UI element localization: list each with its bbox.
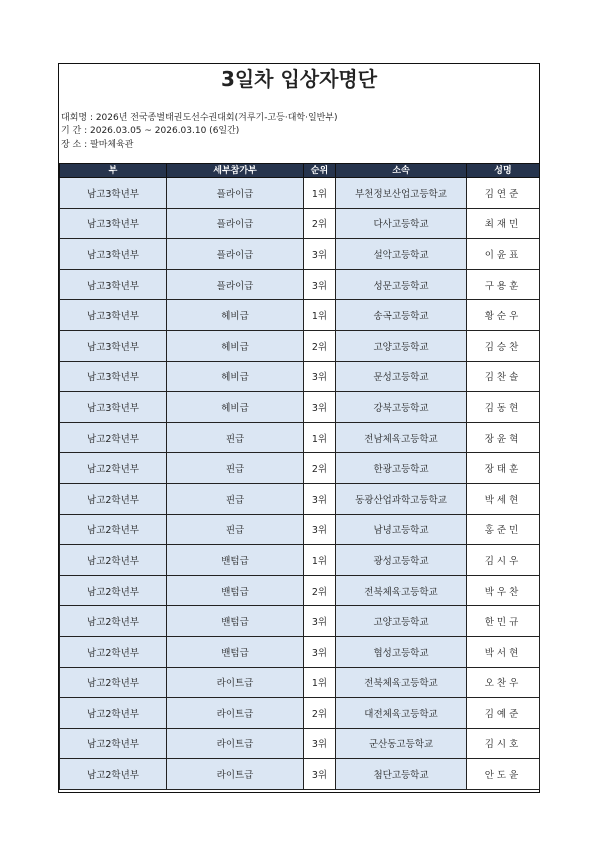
table-row: [60, 606, 540, 637]
table-row: [60, 300, 540, 331]
weight-class-cell: 라이트급: [167, 759, 304, 790]
rank-cell: 3위: [304, 759, 336, 790]
table-row: [60, 178, 540, 209]
page-title: 3일차 입상자명단: [220, 67, 378, 91]
school-cell: 전북체육고등학교: [336, 575, 467, 606]
division-cell: 남고2학년부: [60, 667, 167, 698]
school-cell: 설악고등학교: [336, 239, 467, 270]
table-row: [60, 330, 540, 361]
rank-cell: 1위: [304, 667, 336, 698]
table-header-row: [60, 164, 540, 178]
rank-cell: 3위: [304, 483, 336, 514]
athlete-name-cell: 김동현: [467, 392, 540, 423]
weight-class-cell: 핀급: [167, 483, 304, 514]
table-row: [60, 422, 540, 453]
weight-class-cell: 핀급: [167, 453, 304, 484]
division-cell: 남고3학년부: [60, 361, 167, 392]
table-row: [60, 759, 540, 790]
athlete-name-cell: 김연준: [467, 178, 540, 209]
weight-class-cell: 라이트급: [167, 698, 304, 729]
school-cell: 군산동고등학교: [336, 728, 467, 759]
athlete-name-cell: 박세현: [467, 483, 540, 514]
athlete-name-cell: 김시호: [467, 728, 540, 759]
weight-class-cell: 헤비급: [167, 330, 304, 361]
school-cell: 전남체육고등학교: [336, 422, 467, 453]
division-cell: 남고3학년부: [60, 239, 167, 270]
school-cell: 고양고등학교: [336, 330, 467, 361]
athlete-name-cell: 김찬솔: [467, 361, 540, 392]
school-cell: 동광산업과학고등학교: [336, 483, 467, 514]
division-cell: 남고2학년부: [60, 453, 167, 484]
rank-cell: 2위: [304, 575, 336, 606]
weight-class-cell: 플라이급: [167, 239, 304, 270]
rank-cell: 2위: [304, 208, 336, 239]
athlete-name-cell: 이윤표: [467, 239, 540, 270]
division-cell: 남고2학년부: [60, 545, 167, 576]
table-row: [60, 208, 540, 239]
weight-class-cell: 밴텀급: [167, 545, 304, 576]
athlete-name-cell: 장태훈: [467, 453, 540, 484]
rank-cell: 2위: [304, 330, 336, 361]
rank-cell: 1위: [304, 178, 336, 209]
rank-cell: 3위: [304, 636, 336, 667]
rank-cell: 3위: [304, 606, 336, 637]
division-cell: 남고2학년부: [60, 728, 167, 759]
school-cell: 부천정보산업고등학교: [336, 178, 467, 209]
division-cell: 남고2학년부: [60, 483, 167, 514]
division-cell: 남고2학년부: [60, 606, 167, 637]
rank-cell: 1위: [304, 300, 336, 331]
rank-cell: 3위: [304, 728, 336, 759]
school-cell: 성문고등학교: [336, 269, 467, 300]
division-cell: 남고3학년부: [60, 300, 167, 331]
weight-class-cell: 라이트급: [167, 728, 304, 759]
rank-cell: 3위: [304, 514, 336, 545]
competition-name: 대회명 : 2026년 전국종별태권도선수권대회(겨루기-고등·대학·일반부): [61, 113, 338, 123]
weight-class-cell: 헤비급: [167, 392, 304, 423]
table-row: [60, 361, 540, 392]
rank-cell: 3위: [304, 239, 336, 270]
school-cell: 협성고등학교: [336, 636, 467, 667]
school-cell: 다사고등학교: [336, 208, 467, 239]
school-cell: 첨단고등학교: [336, 759, 467, 790]
school-cell: 대전체육고등학교: [336, 698, 467, 729]
athlete-name-cell: 김예준: [467, 698, 540, 729]
rank-cell: 3위: [304, 392, 336, 423]
weight-class-cell: 플라이급: [167, 208, 304, 239]
athlete-name-cell: 박우찬: [467, 575, 540, 606]
weight-class-cell: 밴텀급: [167, 636, 304, 667]
table-row: [60, 483, 540, 514]
header-weight-class: 세부참가부: [167, 164, 304, 178]
division-cell: 남고2학년부: [60, 636, 167, 667]
division-cell: 남고3학년부: [60, 269, 167, 300]
school-cell: 남녕고등학교: [336, 514, 467, 545]
header-name: 성명: [467, 164, 540, 178]
athlete-name-cell: 장윤혁: [467, 422, 540, 453]
athlete-name-cell: 한민규: [467, 606, 540, 637]
school-cell: 강북고등학교: [336, 392, 467, 423]
competition-period: 기 간 : 2026.03.05 ~ 2026.03.10 (6일간): [61, 126, 240, 136]
rank-cell: 1위: [304, 422, 336, 453]
school-cell: 고양고등학교: [336, 606, 467, 637]
weight-class-cell: 헤비급: [167, 300, 304, 331]
weight-class-cell: 플라이급: [167, 269, 304, 300]
rank-cell: 2위: [304, 698, 336, 729]
athlete-name-cell: 황순우: [467, 300, 540, 331]
table-row: [60, 514, 540, 545]
school-cell: 한광고등학교: [336, 453, 467, 484]
table-row: [60, 636, 540, 667]
weight-class-cell: 플라이급: [167, 178, 304, 209]
rank-cell: 3위: [304, 361, 336, 392]
division-cell: 남고2학년부: [60, 514, 167, 545]
athlete-name-cell: 오찬우: [467, 667, 540, 698]
rank-cell: 2위: [304, 453, 336, 484]
table-row: [60, 269, 540, 300]
athlete-name-cell: 최재민: [467, 208, 540, 239]
division-cell: 남고2학년부: [60, 575, 167, 606]
table-row: [60, 392, 540, 423]
division-cell: 남고2학년부: [60, 698, 167, 729]
weight-class-cell: 라이트급: [167, 667, 304, 698]
header-division: 부: [60, 164, 167, 178]
table-row: [60, 698, 540, 729]
weight-class-cell: 헤비급: [167, 361, 304, 392]
table-row: [60, 453, 540, 484]
division-cell: 남고3학년부: [60, 330, 167, 361]
division-cell: 남고3학년부: [60, 178, 167, 209]
athlete-name-cell: 구용훈: [467, 269, 540, 300]
division-cell: 남고2학년부: [60, 759, 167, 790]
school-cell: 광성고등학교: [336, 545, 467, 576]
table-row: [60, 545, 540, 576]
athlete-name-cell: 안도윤: [467, 759, 540, 790]
weight-class-cell: 핀급: [167, 514, 304, 545]
school-cell: 전북체육고등학교: [336, 667, 467, 698]
athlete-name-cell: 김시우: [467, 545, 540, 576]
division-cell: 남고3학년부: [60, 392, 167, 423]
rank-cell: 3위: [304, 269, 336, 300]
competition-venue: 장 소 : 팔마체육관: [61, 140, 134, 150]
table-row: [60, 728, 540, 759]
table-row: [60, 575, 540, 606]
school-cell: 문성고등학교: [336, 361, 467, 392]
weight-class-cell: 밴텀급: [167, 575, 304, 606]
table-row: [60, 239, 540, 270]
results-sheet: [58, 63, 540, 793]
weight-class-cell: 밴텀급: [167, 606, 304, 637]
school-cell: 송곡고등학교: [336, 300, 467, 331]
header-rank: 순위: [304, 164, 336, 178]
division-cell: 남고2학년부: [60, 422, 167, 453]
results-table: [59, 163, 540, 790]
weight-class-cell: 핀급: [167, 422, 304, 453]
rank-cell: 1위: [304, 545, 336, 576]
athlete-name-cell: 홍준민: [467, 514, 540, 545]
athlete-name-cell: 박서현: [467, 636, 540, 667]
division-cell: 남고3학년부: [60, 208, 167, 239]
athlete-name-cell: 김승찬: [467, 330, 540, 361]
header-school: 소속: [336, 164, 467, 178]
table-row: [60, 667, 540, 698]
